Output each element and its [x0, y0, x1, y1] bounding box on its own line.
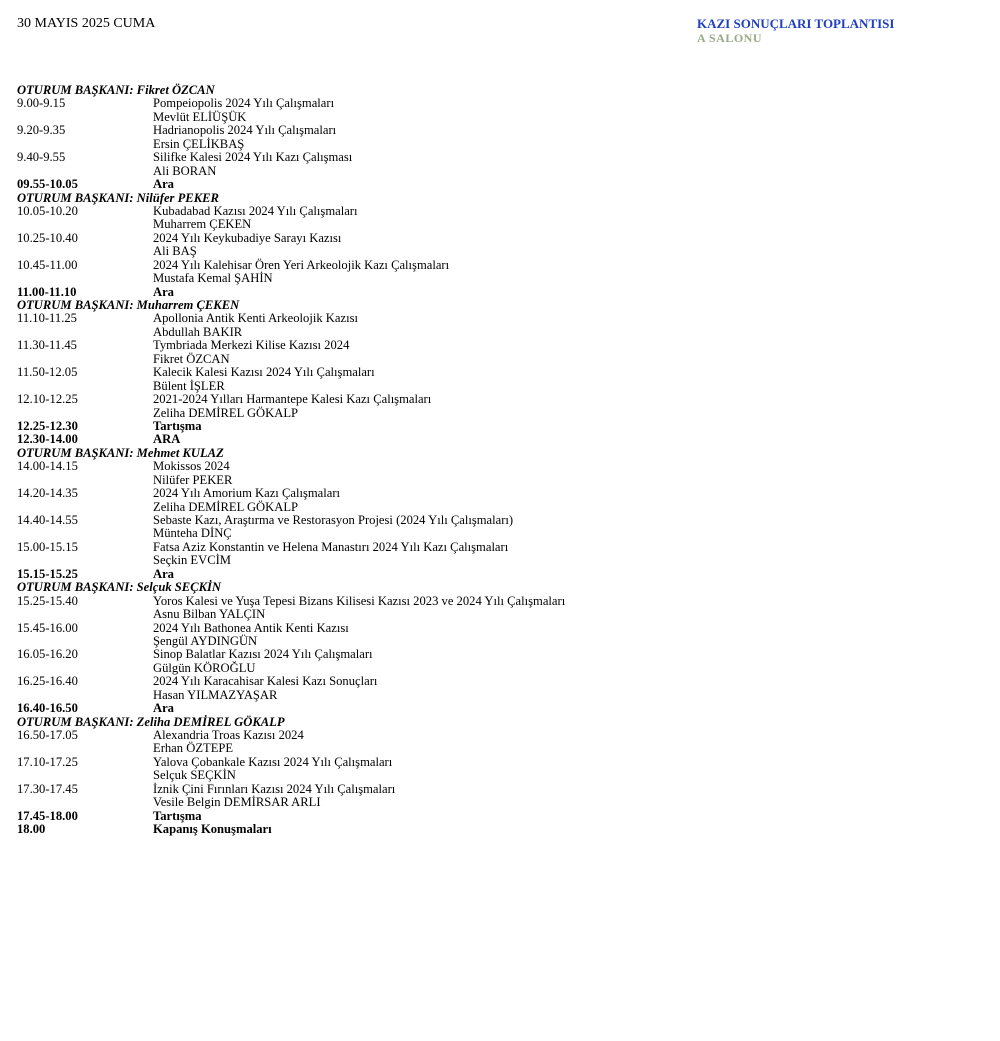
talk-row: [17, 595, 977, 608]
speaker-name: Muharrem ÇEKEN: [153, 217, 252, 232]
break-row: [17, 702, 977, 715]
speaker-name: Vesile Belgin DEMİRSAR ARLI: [153, 795, 321, 810]
talk-title: 2024 Yılı Kalehisar Ören Yeri Arkeolojik Kazı Çalışmaları: [153, 257, 450, 272]
time-slot: 14.40-14.55: [17, 513, 78, 527]
time-slot: 9.40-9.55: [17, 150, 66, 165]
talk-row: [17, 232, 977, 245]
speaker-row: [17, 326, 977, 339]
time-slot: 10.05-10.20: [17, 203, 78, 218]
time-slot: 11.10-11.25: [17, 311, 77, 326]
speaker-row: [17, 689, 977, 702]
speaker-name: Seçkin EVCİM: [153, 553, 232, 568]
session-chair-row: [17, 84, 977, 97]
speaker-row: [17, 474, 977, 487]
break-label: Ara: [153, 566, 174, 581]
talk-title: 2024 Yılı Bathonea Antik Kenti Kazısı: [153, 620, 349, 635]
speaker-name: Bülent İŞLER: [153, 378, 225, 393]
break-row: [17, 810, 977, 823]
speaker-name: Ersin ÇELİKBAŞ: [153, 136, 245, 151]
time-slot: 15.25-15.40: [17, 593, 78, 608]
session-chair-row: [17, 447, 977, 460]
talk-title: Pompeiopolis 2024 Yılı Çalışmaları: [153, 96, 335, 111]
break-label: Ara: [153, 701, 174, 716]
date-heading: 30 MAYIS 2025 CUMA: [17, 16, 156, 31]
talk-row: [17, 151, 977, 164]
conference-title: KAZI SONUÇLARI TOPLANTISI: [697, 16, 895, 31]
talk-row: [17, 783, 977, 796]
break-row: [17, 420, 977, 433]
talk-title: İznik Çini Fırınları Kazısı 2024 Yılı Çalışmaları: [153, 781, 396, 796]
speaker-name: Nilüfer PEKER: [153, 472, 233, 487]
talk-row: [17, 675, 977, 688]
talk-row: [17, 756, 977, 769]
talk-title: 2024 Yılı Keykubadiye Sarayı Kazısı: [153, 230, 342, 245]
talk-row: [17, 648, 977, 661]
speaker-row: [17, 380, 977, 393]
speaker-name: Selçuk SEÇKİN: [153, 768, 236, 783]
talk-title: 2021-2024 Yılları Harmantepe Kalesi Kazı Çalışmaları: [153, 392, 432, 407]
time-slot: 17.45-18.00: [17, 808, 78, 823]
time-slot: 11.00-11.10: [17, 284, 77, 299]
time-slot: 09.55-10.05: [17, 177, 78, 192]
time-slot: 12.25-12.30: [17, 418, 78, 433]
time-slot: 10.25-10.40: [17, 230, 78, 245]
speaker-name: Mustafa Kemal ŞAHİN: [153, 271, 273, 286]
time-slot: 18.00: [17, 822, 46, 837]
session-chair-row: [17, 581, 977, 594]
speaker-row: [17, 608, 977, 621]
talk-title: 2024 Yılı Karacahisar Kalesi Kazı Sonuçları: [153, 674, 378, 689]
talk-title: 2024 Yılı Amorium Kazı Çalışmaları: [153, 486, 341, 501]
time-slot: 16.40-16.50: [17, 701, 78, 716]
time-slot: 15.45-16.00: [17, 620, 78, 635]
speaker-name: Hasan YILMAZYAŞAR: [153, 687, 278, 702]
speaker-row: [17, 501, 977, 514]
time-slot: 16.05-16.20: [17, 647, 78, 662]
speaker-name: Şengül AYDINGÜN: [153, 633, 258, 648]
speaker-row: [17, 272, 977, 285]
session-chair-label: OTURUM BAŞKANI: Muharrem ÇEKEN: [17, 298, 240, 312]
speaker-row: [17, 554, 977, 567]
session-chair-label: OTURUM BAŞKANI: Nilüfer PEKER: [17, 190, 219, 205]
time-slot: 17.10-17.25: [17, 754, 78, 769]
speaker-row: [17, 165, 977, 178]
time-slot: 9.20-9.35: [17, 123, 66, 138]
talk-title: Kalecik Kalesi Kazısı 2024 Yılı Çalışmaları: [153, 365, 375, 380]
talk-row: [17, 393, 977, 406]
break-row: [17, 286, 977, 299]
session-chair-label: OTURUM BAŞKANI: Fikret ÖZCAN: [17, 83, 215, 97]
speaker-name: Asnu Bilban YALÇIN: [153, 607, 266, 622]
speaker-row: [17, 742, 977, 755]
talk-row: [17, 312, 977, 325]
speaker-row: [17, 796, 977, 809]
break-label: Ara: [153, 177, 174, 192]
talk-row: [17, 487, 977, 500]
time-slot: 16.25-16.40: [17, 674, 78, 689]
break-row: [17, 433, 977, 446]
time-slot: 15.15-15.25: [17, 566, 78, 581]
break-row: [17, 178, 977, 191]
talk-title: Kubadabad Kazısı 2024 Yılı Çalışmaları: [153, 203, 358, 218]
talk-row: [17, 622, 977, 635]
speaker-name: Fikret ÖZCAN: [153, 351, 230, 366]
talk-row: [17, 205, 977, 218]
talk-title: Sebaste Kazı, Araştırma ve Restorasyon Projesi (2024 Yılı Çalışmaları): [153, 513, 514, 527]
talk-title: Mokissos 2024: [153, 459, 230, 474]
session-chair-row: [17, 716, 977, 729]
talk-row: [17, 124, 977, 137]
time-slot: 10.45-11.00: [17, 257, 78, 272]
time-slot: 14.00-14.15: [17, 459, 78, 474]
break-row: [17, 823, 977, 836]
time-slot: 12.10-12.25: [17, 392, 78, 407]
speaker-name: Gülgün KÖROĞLU: [153, 660, 256, 675]
break-label: Kapanış Konuşmaları: [153, 822, 272, 837]
talk-title: Silifke Kalesi 2024 Yılı Kazı Çalışması: [153, 150, 353, 165]
speaker-row: [17, 245, 977, 258]
session-chair-label: OTURUM BAŞKANI: Zeliha DEMİREL GÖKALP: [17, 714, 285, 729]
session-chair-row: [17, 192, 977, 205]
time-slot: 11.30-11.45: [17, 338, 77, 353]
speaker-name: Ali BAŞ: [153, 244, 197, 259]
break-label: ARA: [153, 432, 181, 447]
talk-row: [17, 259, 977, 272]
time-slot: 15.00-15.15: [17, 539, 78, 554]
hall-name: A SALONU: [697, 31, 763, 45]
speaker-row: [17, 527, 977, 540]
speaker-name: Ali BORAN: [153, 163, 217, 178]
session-chair-label: OTURUM BAŞKANI: Mehmet KULAZ: [17, 445, 224, 460]
speaker-row: [17, 111, 977, 124]
session-chair-row: [17, 299, 977, 312]
time-slot: 14.20-14.35: [17, 486, 78, 501]
talk-row: [17, 541, 977, 554]
break-label: Tartışma: [153, 808, 202, 823]
speaker-name: Münteha DİNÇ: [153, 526, 232, 541]
talk-row: [17, 339, 977, 352]
talk-title: Yalova Çobankale Kazısı 2024 Yılı Çalışmaları: [153, 754, 393, 769]
speaker-row: [17, 138, 977, 151]
speaker-name: Abdullah BAKIR: [153, 324, 243, 339]
speaker-row: [17, 635, 977, 648]
time-slot: 17.30-17.45: [17, 781, 78, 796]
break-row: [17, 568, 977, 581]
speaker-name: Zeliha DEMİREL GÖKALP: [153, 499, 299, 514]
talk-title: Hadrianopolis 2024 Yılı Çalışmaları: [153, 123, 337, 138]
talk-row: [17, 729, 977, 742]
break-label: Tartışma: [153, 418, 202, 433]
talk-title: Yoros Kalesi ve Yuşa Tepesi Bizans Kilisesi Kazısı 2023 ve 2024 Yılı Çalışmaları: [153, 593, 566, 608]
talk-row: [17, 366, 977, 379]
speaker-row: [17, 218, 977, 231]
talk-title: Apollonia Antik Kenti Arkeolojik Kazısı: [153, 311, 358, 326]
time-slot: 16.50-17.05: [17, 728, 78, 742]
session-chair-label: OTURUM BAŞKANI: Selçuk SEÇKİN: [17, 580, 221, 595]
speaker-row: [17, 353, 977, 366]
speaker-name: Mevlüt ELİÜŞÜK: [153, 109, 247, 124]
speaker-name: Erhan ÖZTEPE: [153, 741, 234, 756]
time-slot: 9.00-9.15: [17, 96, 66, 111]
speaker-row: [17, 769, 977, 782]
talk-title: Fatsa Aziz Konstantin ve Helena Manastırı 2024 Yılı Kazı Çalışmaları: [153, 539, 509, 554]
talk-row: [17, 460, 977, 473]
speaker-row: [17, 407, 977, 420]
talk-row: [17, 97, 977, 110]
speaker-name: Zeliha DEMİREL GÖKALP: [153, 405, 299, 420]
speaker-row: [17, 662, 977, 675]
talk-title: Alexandria Troas Kazısı 2024: [153, 728, 304, 742]
talk-title: Sinop Balatlar Kazısı 2024 Yılı Çalışmaları: [153, 647, 373, 662]
time-slot: 12.30-14.00: [17, 432, 78, 447]
talk-row: [17, 514, 977, 527]
break-label: Ara: [153, 284, 174, 299]
talk-title: Tymbriada Merkezi Kilise Kazısı 2024: [153, 338, 350, 353]
time-slot: 11.50-12.05: [17, 365, 78, 380]
program-schedule: [17, 84, 977, 837]
